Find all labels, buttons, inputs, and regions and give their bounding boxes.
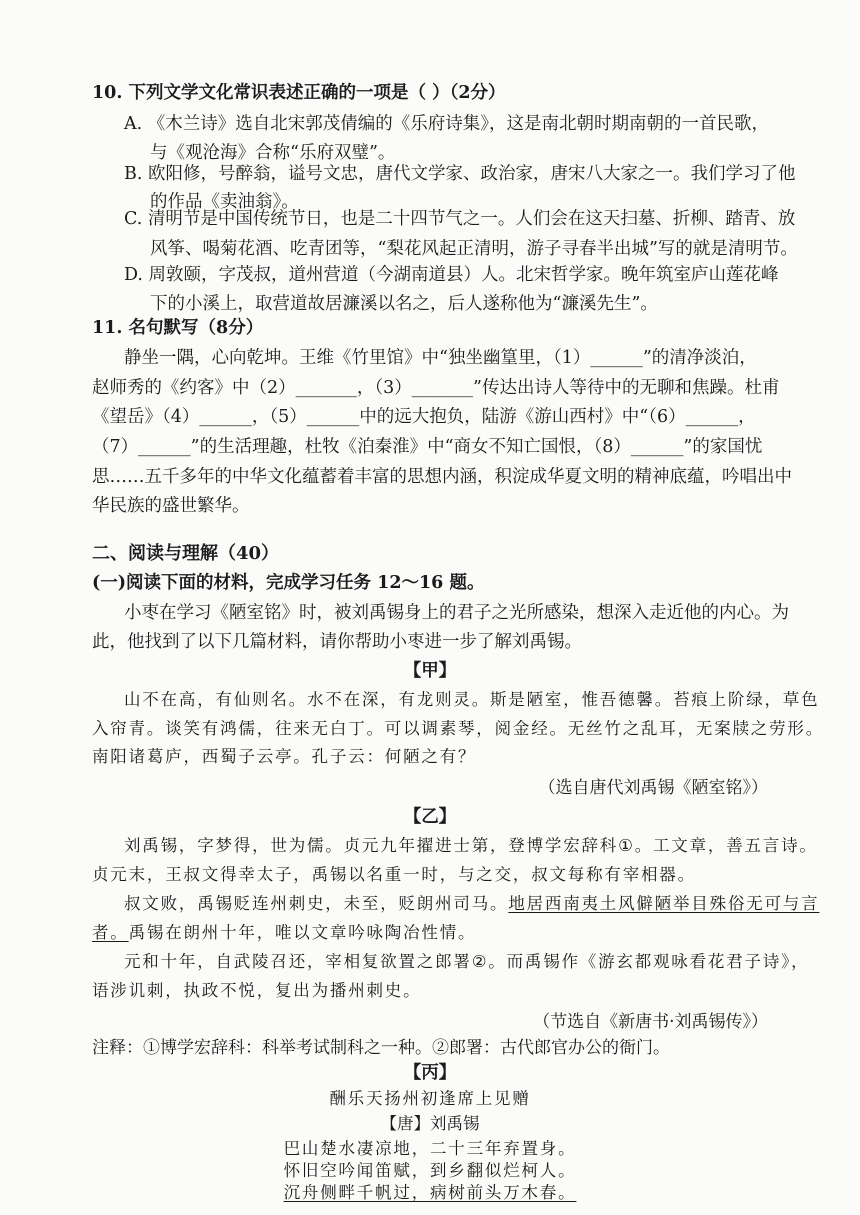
yi-source: （节选自《新唐书·刘禹锡传》） [533, 1012, 768, 1032]
poem-line-1: 巴山楚水凄凉地，二十三年弃置身。 [283, 1139, 577, 1158]
yi-underlined-sentence: 地居西南夷土风僻陋举目殊俗无可与言 [508, 894, 820, 913]
yi-line-3 [124, 896, 819, 913]
q10-option-a-cont: 与《观沧海》合称“乐府双璧”。 [150, 143, 396, 163]
q10-stem: 10. 下列文学文化常识表述正确的一项是（ ）（2分） [92, 83, 506, 103]
poem-line-2: 怀旧空吟闻笛赋，到乡翻似烂柯人。 [283, 1161, 577, 1180]
q10-option-c: C. 清明节是中国传统节日，也是二十四节气之一。人们会在这天扫墓、折柳、踏青、放 [124, 209, 796, 229]
poem-author: 【唐】刘禹锡 [380, 1114, 480, 1133]
poem-title: 酬乐天扬州初逢席上见赠 [329, 1089, 531, 1108]
q10-option-a: A. 《木兰诗》选自北宋郭茂倩编的《乐府诗集》，这是南北朝时期南朝的一首民歌， [124, 114, 770, 134]
q11-line-6: 华民族的盛世繁华。 [92, 496, 250, 516]
jia-source: （选自唐代刘禹锡《陋室铭》） [538, 778, 768, 798]
q11-line-4: （7）______”的生活理趣，杜牧《泊秦淮》中“商女不知亡国恨，（8）______”的家国忧 [92, 437, 763, 457]
q11-line-5: 思……五千多年的中华文化蕴蓄着丰富的思想内涵，积淀成华夏文明的精神底蕴，吟唱出中 [92, 467, 792, 487]
yi-notes: 注释：①博学宏辞科：科举考试制科之一种。②郎署：古代郎官办公的衙门。 [92, 1038, 670, 1058]
jia-line-2: 入帘青。谈笑有鸿儒，往来无白丁。可以调素琴，阅金经。无丝竹之乱耳，无案牍之劳形。 [92, 719, 824, 738]
yi-label: 【乙】 [403, 807, 457, 827]
q11-stem: 11. 名句默写（8分） [92, 318, 264, 338]
jia-line-1: 山不在高，有仙则名。水不在深，有龙则灵。斯是陋室，惟吾德馨。苔痕上阶绿，草色 [124, 690, 820, 709]
yi-line-2: 贞元末，王叔文得幸太子，禹锡以名重一时，与之交，叔文每称有宰相器。 [92, 865, 696, 884]
q10-option-d: D. 周敦颐，字茂叔，道州营道（今湖南道县）人。北宋哲学家。晚年筑室庐山莲花峰 [124, 265, 779, 285]
intro-line-1: 小枣在学习《陋室铭》时，被刘禹锡身上的君子之光所感染，想深入走近他的内心。为 [124, 603, 789, 623]
yi-line-4-text: 禹锡在朗州十年，唯以文章吟咏陶冶性情。 [128, 923, 477, 942]
jia-label: 【甲】 [403, 661, 457, 681]
yi-line-5: 元和十年，自武陵召还，宰相复欲置之郎署②。而禹锡作《游玄都观咏看花君子诗》， [124, 952, 810, 971]
section-title: 二、阅读与理解（40） [92, 543, 280, 564]
poem-line-3 [0, 1185, 860, 1202]
q10-option-c-cont: 风筝、喝菊花酒、吃青团等，“梨花风起正清明，游子寻春半出城”写的就是清明节。 [150, 239, 798, 259]
yi-line-3-text: 叔文败，禹锡贬连州刺史，未至，贬朗州司马。 [124, 894, 509, 913]
yi-underlined-end: 者。 [92, 923, 129, 942]
q10-option-d-cont: 下的小溪上，取营道故居濂溪以名之，后人遂称他为“濂溪先生”。 [150, 294, 658, 314]
q10-option-b: B. 欧阳修，号醉翁，谥号文忠，唐代文学家、政治家，唐宋八大家之一。我们学习了他 [124, 164, 796, 184]
poem-line-3-underlined: 沉舟侧畔千帆过，病树前头万木春。 [283, 1183, 577, 1202]
q11-line-2: 赵师秀的《约客》中（2）_______，（3）_______”传达出诗人等待中的无聊和焦躁。杜甫 [92, 378, 780, 398]
q11-line-1: 静坐一隅，心向乾坤。王维《竹里馆》中“独坐幽篁里，（1）______”的清净淡泊， [124, 348, 757, 368]
intro-line-2: 此，他找到了以下几篇材料，请你帮助小枣进一步了解刘禹锡。 [92, 632, 582, 652]
section-sub: (一)阅读下面的材料，完成学习任务 12～16 题。 [92, 573, 485, 593]
yi-line-6: 语涉讥刺，执政不悦，复出为播州刺史。 [92, 981, 422, 1000]
yi-line-1: 刘禹锡，字梦得，世为儒。贞元九年擢进士第，登博学宏辞科①。工文章，善五言诗。 [124, 836, 818, 855]
q11-line-3: 《望岳》（4）______，（5）______中的远大抱负，陆游《游山西村》中“（6）______， [92, 407, 756, 427]
yi-line-4 [92, 925, 476, 942]
jia-line-3: 南阳诸葛庐，西蜀子云亭。孔子云：何陋之有？ [92, 747, 477, 766]
q10-option-b-cont: 的作品《卖油翁》。 [150, 192, 299, 212]
bing-label: 【丙】 [403, 1063, 457, 1083]
